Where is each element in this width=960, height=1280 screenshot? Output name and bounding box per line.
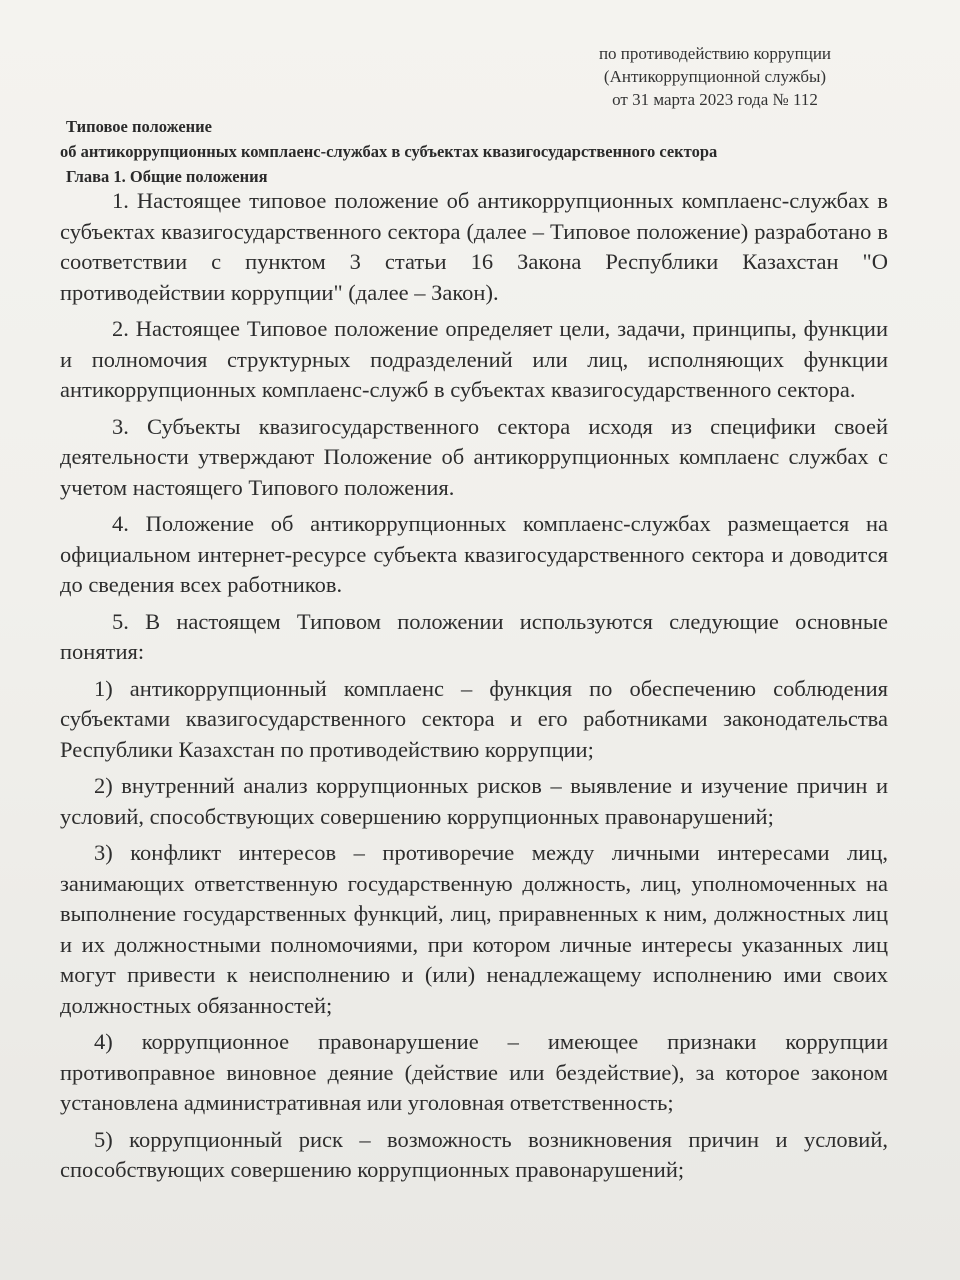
document-subtitle: об антикоррупционных комплаенс-службах в субъектах квазигосударственного сектора <box>60 142 718 161</box>
paragraph-1: 1. Настоящее типовое положение об антикоррупционных комплаенс-службах в субъектах квазигосударственного сектора (далее – Типовое положение) разработано в соответствии с пунктом 3 статьи 16 Закона Республики Казахстан "О противодействии коррупции" (далее – Закон). <box>60 188 888 305</box>
definition-4: 4) коррупционное правонарушение – имеющее признаки коррупции противоправное виновное деяние (действие или бездействие), за которое законом установлена административная или уголовная ответственность; <box>60 1029 888 1115</box>
paragraph-5: 5. В настоящем Типовом положении используются следующие основные понятия: <box>60 608 888 664</box>
approval-line-2: (Антикоррупционной службы) <box>603 67 827 86</box>
definition-5: 5) коррупционный риск – возможность возникновения причин и условий, способствующих совершению коррупционных правонарушений; <box>60 1126 888 1182</box>
definition-1: 1) антикоррупционный комплаенс – функция по обеспечению соблюдения субъектами квазигосударственного сектора и его работниками законодательства Республики Казахстан по противодействию коррупции; <box>60 675 888 762</box>
approval-header <box>560 42 870 111</box>
document-title-block <box>60 114 900 189</box>
chapter-heading: Глава 1. Общие положения <box>66 167 268 186</box>
approval-line-1: по противодействию коррупции <box>598 44 832 63</box>
document-body <box>60 186 888 1192</box>
document-title: Типовое положение <box>66 117 212 136</box>
definition-2: 2) внутренний анализ коррупционных рисков – выявление и изучение причин и условий, способствующих совершению коррупционных правонарушений; <box>60 773 888 829</box>
paragraph-3: 3. Субъекты квазигосударственного сектора исходя из специфики своей деятельности утверждают Положение об антикоррупционных комплаенс службах с учетом настоящего Типового положения. <box>60 413 888 500</box>
paragraph-4: 4. Положение об антикоррупционных комплаенс-службах размещается на официальном интернет-ресурсе субъекта квазигосударственного сектора и доводится до сведения всех работников. <box>60 511 888 597</box>
definition-3: 3) конфликт интересов – противоречие между личными интересами лиц, занимающих ответственную государственную должность, лиц, уполномоченных на выполнение государственных функций, лиц, приравненных к ним, должностных лиц и их должностными полномочиями, при котором личные интересы указанных лиц могут привести к неисполнению и (или) ненадлежащему исполнению ими своих должностных обязанностей; <box>60 840 888 1018</box>
approval-line-3: от 31 марта 2023 года № 112 <box>612 90 818 109</box>
paragraph-2: 2. Настоящее Типовое положение определяет цели, задачи, принципы, функции и полномочия структурных подразделений или лиц, исполняющих функции антикоррупционных комплаенс-служб в субъектах квазигосударственного сектора. <box>60 316 888 402</box>
